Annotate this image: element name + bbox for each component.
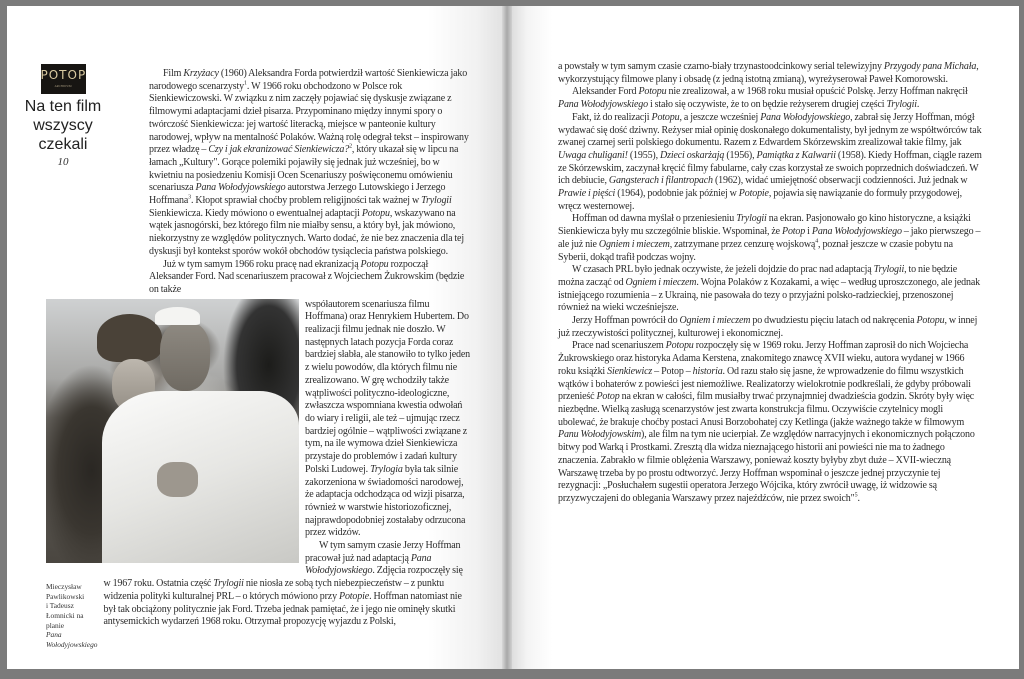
- text-run: , zatrzymane przez cenzurę wojskową: [669, 238, 816, 250]
- italic-title: Dzieci oskarżają: [660, 149, 725, 161]
- paragraph: [558, 340, 983, 505]
- text-run: na ekran. Pasjonowało go kino historyczne, a książki Sienkiewicza były mu szczególnie bliskie. Wspominał, że: [558, 213, 971, 238]
- caption-line: Mieczysław Pawlikowski: [46, 582, 85, 601]
- footnote-marker: 2: [349, 143, 352, 150]
- text-run: , to nie będzie można zacząć od: [558, 264, 958, 288]
- text-run: współautorem scenariusza filmu Hoffmana) oraz Henrykiem Hubertem. Do realizacji filmu jednak nie doszło. W następnych latach pozycja Forda coraz bardziej słabła, ale stanowiło to tylko jeden z wielu powodów, dla których filmu nie zrealizowano. W grę wchodziły także wątpliwości polityczno-ideologiczne, zwłaszcza wspomniana kwestia odwołań do wiary i religii, ale też – ujmując rzecz bardziej ogólnie – wątpliwości związane z tym, na ile wymowa dzieł Sienkiewicza przystaje do problemów i zadań kultury Polski Ludowej.: [305, 298, 471, 475]
- text-run: Jerzy Hoffman powrócił do: [572, 315, 680, 327]
- page-number: 10: [57, 156, 69, 168]
- italic-title: Trylogii: [736, 213, 767, 225]
- text-run: (1956),: [724, 149, 757, 161]
- right-text: [558, 61, 983, 506]
- text-run: (1955),: [627, 149, 661, 161]
- footnote-marker: 1: [243, 80, 247, 87]
- italic-title: Gangsterach i filantropach: [608, 175, 713, 187]
- italic-title: Uwaga chuligani!: [558, 149, 628, 161]
- text-run: nie zrealizował, a w 1968 roku musiał opuścić Polskę. Jerzy Hoffman nakręcił: [666, 86, 968, 98]
- text-run: i: [805, 226, 812, 238]
- text-run: , wskazywano na wątek jasnogórski, bez którego film nie miałby sensu, a który był, jak mówiono, niekorzystny ze względów politycznych. Warto dodać, że nie bez znaczenia dla tej dyskusji był kontekst sporów wokół obchodów tysiąclecia państwa polskiego.: [149, 207, 464, 257]
- film-still-photo: [46, 299, 299, 563]
- italic-title: Potopu: [361, 207, 390, 219]
- text-run: .: [857, 492, 860, 504]
- text-run: Film: [163, 68, 184, 79]
- text-run: Aleksander Ford: [572, 86, 639, 98]
- paragraph: [103, 578, 472, 629]
- text-run: ), ale film na tym nie ucierpiał. Ze względów narracyjnych i ekonomicznych połączono bitwy pod Warką i Prostkami. Zresztą dla widza nieznającego historii ani powieści nie ma to żadnego znaczenia. Zabrakło w filmie oblężenia Warszawy, ponieważ koszty byłyby zbyt duże – XVII-wieczną Warszawę trzeba by po prostu odtworzyć. Jerzy Hoffman wspominał o jeszcze jednej przyczynie tej rezygnacji: „Posłuchałem sugestii operatora Jerzego Wójcika, który zwrócił uwagę, iż widzowie są przyzwyczajeni do oblegania Warszawy przez najeźdźców, nie przez swoich": [558, 429, 975, 504]
- paragraph: [558, 61, 983, 86]
- text-run: autorstwa Jerzego Lutowskiego i Jerzego Hoffmana: [149, 182, 446, 207]
- fur-hat-shape: [97, 314, 163, 362]
- footnote-marker: 4: [815, 238, 819, 245]
- text-run: w 1967 roku. Ostatnia część: [103, 578, 214, 590]
- text-run: po dwudziestu pięciu latach od nakręcenia: [750, 315, 917, 327]
- text-run: . W 1966 roku obchodzono w Polsce rok Sienkiewiczowski. W związku z nim zaczęły pojawiać się dyskusje związane z filmowymi adaptacjami dzieł pisarza. Przypominano między innymi spory o twórczość Sienkiewicza: jej wartość literacką, miejsce w panteonie kultury narodowej, wpływ na mentalność Polaków. Ważną rolę odegrał tekst – inspirowany przez władzę –: [149, 80, 469, 156]
- chapter-title: [19, 97, 107, 154]
- paragraph: [558, 112, 983, 214]
- italic-title: Ogniem i mieczem: [625, 276, 697, 288]
- text-run: – jako pierwszego – ale już nie: [558, 226, 981, 250]
- paragraph: [558, 264, 983, 315]
- italic-title: Prawie i pięści: [558, 188, 616, 200]
- book-spread: [7, 6, 1019, 669]
- paragraph: [305, 540, 472, 578]
- hands-shape: [157, 462, 197, 496]
- paragraph: [305, 299, 472, 540]
- text-run: a powstały w tym samym czasie czarno-biały trzynastoodcinkowy serial telewizyjny: [558, 61, 884, 72]
- paragraph: [558, 213, 983, 264]
- text-run: . Od razu stało się jasne, że wprowadzenie do filmu wszystkich wątków i bohaterów z powieści jest niemożliwe. Realizatorzy wielokrotnie podkreślali, że gdyby próbowali przenieść: [558, 365, 971, 403]
- italic-title: Czy i jak ekranizować Sienkiewicza?: [208, 144, 350, 156]
- caption-film-title: Pana Wołodyjowskiego: [46, 630, 98, 649]
- italic-title: Przygody pana Michała: [883, 61, 977, 72]
- paragraph: [149, 259, 472, 297]
- italic-title: Ogniem i mieczem: [598, 238, 670, 250]
- text-run: Hoffman od dawna myślał o przeniesieniu: [572, 213, 737, 225]
- logo-title: POTOP: [40, 68, 87, 82]
- italic-title: Trylogii: [873, 264, 905, 276]
- text-run: (1962), widać umiejętność obserwacji codzienności. Już jednak w: [712, 175, 968, 187]
- italic-title: Trylogii: [886, 99, 917, 111]
- italic-title: Trylogii: [213, 578, 244, 590]
- text-run: .: [916, 99, 920, 111]
- italic-title: Potopie: [738, 188, 769, 200]
- text-run: Prace nad scenariuszem: [572, 340, 666, 352]
- italic-title: Pamiątka z Kalwarii: [756, 149, 836, 161]
- book-gutter: [502, 6, 512, 669]
- text-run: nie niosła ze sobą tych niebezpieczeństw – z punktu widzenia polityki kulturalnej PRL – o których mówiono przy: [103, 578, 445, 602]
- right-page: [512, 6, 1019, 669]
- text-run: i stało się oczywiste, że to on będzie reżyserem drugiej części: [647, 99, 887, 111]
- photo-caption: [46, 582, 97, 649]
- italic-title: Pana Wołodyjowskiego: [558, 99, 648, 111]
- paragraph: [558, 315, 983, 340]
- text-run: Już w tym samym 1966 roku pracę nad ekranizacją: [163, 258, 361, 270]
- text-run: , wykorzystujący filmowe plany i obsadę (z jedną istotną zmianą), wyreżyserował Paweł Komorowski.: [558, 61, 979, 85]
- italic-title: historia: [692, 365, 723, 377]
- italic-title: Trylogia: [370, 463, 403, 475]
- face-shape: [160, 322, 211, 391]
- italic-title: Potop: [596, 391, 620, 403]
- figure: [46, 299, 299, 563]
- text-run: . Zdjęcia rozpoczęły się: [372, 565, 463, 577]
- footnote-marker: 5: [854, 492, 858, 499]
- chapter-title-line: czekali: [38, 136, 88, 153]
- italic-title: Pana Wołodyjowskiego: [195, 182, 286, 194]
- skullcap-shape: [155, 307, 201, 325]
- chapter-title-line: wszyscy: [33, 117, 93, 134]
- text-run: , pojawia się nawiązanie do formuły przygodowej, wręcz westernowej.: [558, 188, 963, 212]
- caption-line: [46, 630, 97, 649]
- footnote-marker: 3: [188, 194, 192, 201]
- text-run: rozpoczęły się w 1969 roku. Jerzy Hoffman zaprosił do nich Wojciecha Żukrowskiego oraz historyka Adama Kerstena, znakomitego znawcę XVII wieku, autora wydanej w 1966 roku książki: [558, 340, 969, 377]
- italic-title: Pana Wołodyjowskiego: [305, 552, 432, 577]
- text-run: W tym samym czasie Jerzy Hoffman pracował już nad adaptacją: [305, 540, 461, 564]
- italic-title: Potopu: [360, 258, 389, 270]
- text-run: – Potop –: [652, 365, 693, 377]
- left-text-top: [149, 68, 472, 297]
- text-run: , a jeszcze wcześniej: [679, 111, 761, 123]
- text-run: Sienkiewicza. Kiedy mówiono o ewentualnej adaptacji: [149, 207, 362, 219]
- italic-title: Krzyżacy: [183, 68, 219, 79]
- italic-title: Potopu: [665, 340, 694, 352]
- text-run: rozpoczął Aleksander Ford. Nad scenariuszem pracował z Wojciechem Żukrowskim (będzie on także: [149, 258, 465, 295]
- text-run: , poznał jeszcze w czasie pobytu na Syberii, dokąd trafił podczas wojny.: [558, 238, 953, 263]
- left-page: [7, 6, 502, 669]
- text-run: , w innej już rzeczywistości politycznej, kulturowej i ekonomicznej.: [558, 315, 978, 339]
- text-run: na ekran w całości, film musiałby trwać przynajmniej dwadzieścia godzin. Skróty były więc niezbędne. Wielką zasługą scenarzystów jest zwarta konstrukcja filmu. Oczywiście czytelnicy mogli ubolewać, że brakuje choćby postaci Anusi Borzobohatej czy Ketlinga (jakże ważnego także w filmowym: [558, 391, 975, 428]
- text-run: W czasach PRL było jednak oczywiste, że jeżeli dojdzie do prac nad adaptacją: [572, 264, 874, 276]
- italic-title: Potopie: [339, 590, 370, 602]
- italic-title: Pana Wołodyjowskiego: [760, 111, 851, 123]
- italic-title: Potop: [781, 226, 806, 238]
- text-run: . Kłopot sprawiał choćby problem religijności tak ważnej w: [191, 195, 422, 207]
- text-run: Fakt, iż do realizacji: [572, 111, 652, 123]
- italic-title: Potopu: [651, 111, 680, 123]
- paragraph: [149, 68, 472, 259]
- text-run: (1960) Aleksandra Forda potwierdził wartość Sienkiewicza jako narodowego scenarzysty: [149, 68, 468, 92]
- text-run: . Wojna Polaków z Kozakami, a więc – według uproszczonego, ale jednak istniejącego rozumienia – z Ukrainą, nie pasowała do tezy o przyjaźni polsko-radzieckiej, przenoszonej również na wieki wcześniejsze.: [558, 276, 980, 314]
- logo-subtitle: ARCHIWUM: [54, 84, 72, 88]
- white-robe-shape: [102, 391, 299, 563]
- italic-title: Trylogii: [421, 195, 452, 207]
- italic-title: Pana Wołodyjowskiego: [811, 226, 902, 238]
- left-text-bottom: [103, 578, 472, 629]
- text-run: , który ukazał się w lipcu na łamach „Kultury". Gorące polemiki pojawiły się jednak już wcześniej, bo w kwietniu na posiedzeniu Komisji Ocen Scenariuszy poświęconemu omówieniu scenariusza: [149, 144, 459, 194]
- figure-with-text: [46, 299, 472, 578]
- italic-title: Potopu: [638, 86, 667, 98]
- text-run: była tak silnie zakorzeniona w świadomości narodowej, że adaptacja odchodząca od wizji pisarza, również w warstwie historiozoficznej, najprawdopodobniej zostałaby odrzucona przez widzów.: [305, 463, 466, 539]
- text-run: , zabrał się Jerzy Hoffman, mógł wydawać się dość dziwny. Reżyser miał opinię doskonałego dokumentalisty, był jednym ze współtwórców tak zwanej czarnej serii polskiego dokumentu. Razem z Edwardem Skórzewskim zrealizował takie filmy, jak: [558, 111, 982, 149]
- text-run: . Hoffman natomiast nie był tak obciążony politycznie jak Ford. Trzeba jednak pamiętać, że i jego nie ominęły skutki antysemickich wydarzeń 1968 roku. Otrzymał propozycję wyjazdu z Polski,: [103, 590, 462, 628]
- paragraph: [558, 86, 983, 111]
- potop-logo: [41, 64, 86, 94]
- text-run: (1958). Kiedy Hoffman, ciągle razem ze Skórzewskim, zaczynał kręcić filmy fabularne, cały czas korzystał ze swoich poprzednich doświadczeń. W ich debiucie,: [558, 149, 982, 187]
- italic-title: Ogniem i mieczem: [679, 315, 751, 327]
- left-text-narrow: [305, 299, 472, 578]
- chapter-title-line: Na ten film: [24, 98, 102, 115]
- caption-line: i Tadeusz Łomnicki na planie: [46, 601, 84, 630]
- text-run: (1964), podobnie jak później w: [615, 188, 739, 200]
- italic-title: Sienkiewicz: [607, 365, 653, 377]
- italic-title: Potopu: [916, 315, 945, 327]
- caption-and-text: [46, 578, 472, 649]
- italic-title: Panu Wołodyjowskim: [558, 429, 642, 441]
